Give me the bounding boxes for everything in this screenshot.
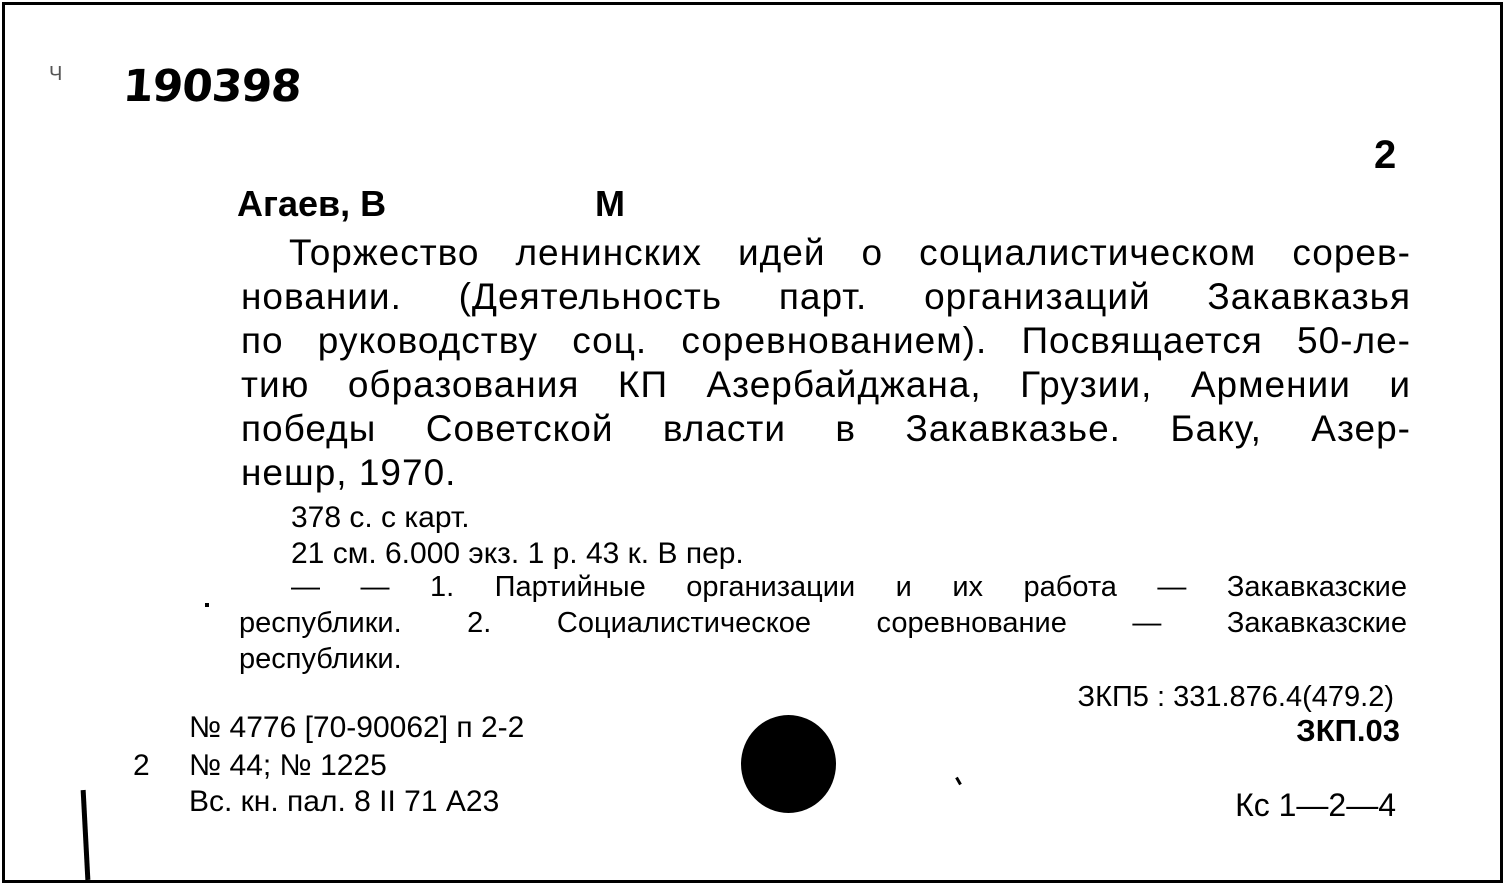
punch-hole: [741, 715, 836, 813]
catalog-card: [2, 2, 1503, 883]
title-line: нешр, 1970.: [241, 452, 457, 493]
publisher-line: Вс. кн. пал. 8 II 71 А23: [189, 785, 500, 818]
author-initial: М: [595, 183, 625, 224]
record-number-2: № 44; № 1225: [189, 749, 387, 782]
subject-line: республики. 2. Социалистическое соревнование — Закавказские: [239, 607, 1407, 639]
subject-line: — — 1. Партийные организации и их работа — Закавказские: [291, 571, 1407, 603]
page-number: 2: [1374, 133, 1397, 177]
size-price-info: 21 см. 6.000 экз. 1 р. 43 к. В пер.: [291, 537, 744, 570]
title-line: Торжество ленинских идей о социалистическом сорев-: [289, 232, 1411, 273]
title-description: [241, 231, 1411, 495]
kc-code: Кс 1—2—4: [1235, 787, 1396, 823]
speck: [955, 777, 962, 785]
title-line: победы Советской власти в Закавказье. Баку, Азер-: [241, 408, 1411, 449]
speck: [205, 603, 209, 607]
author-surname: Агаев, В: [237, 183, 387, 224]
handwritten-number: 190398: [121, 61, 303, 112]
subject-headings: [239, 569, 1407, 677]
record-prefix: 2: [133, 749, 150, 782]
margin-stroke: [81, 790, 91, 880]
classification-index: ЗКП5 : 331.876.4(479.2): [1077, 681, 1394, 713]
title-line: тию образования КП Азербайджана, Грузии, Армении и: [241, 364, 1411, 405]
pages-info: 378 с. с карт.: [291, 501, 470, 534]
class-code: ЗКП.03: [1296, 713, 1400, 748]
record-number: № 4776 [70-90062] п 2-2: [189, 711, 525, 744]
corner-mark: Ч: [49, 63, 63, 85]
subject-line: республики.: [239, 643, 402, 675]
title-line: новании. (Деятельность парт. организаций Закавказья: [241, 276, 1411, 317]
title-line: по руководству соц. соревнованием). Посвящается 50-ле-: [241, 320, 1411, 361]
